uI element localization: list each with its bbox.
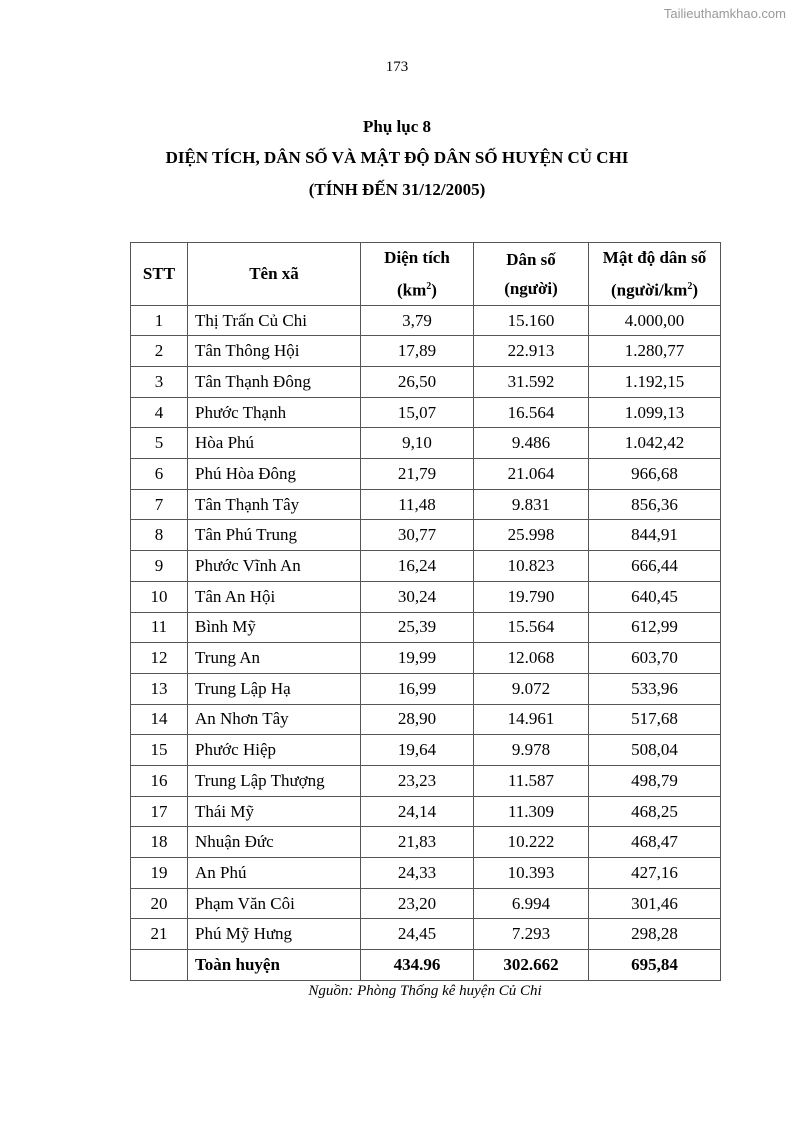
density-cell: 468,47 [589, 827, 721, 858]
name-cell: Nhuận Đức [188, 827, 361, 858]
table-row [131, 612, 721, 643]
table-row [131, 888, 721, 919]
density-cell: 640,45 [589, 581, 721, 612]
stt-cell: 3 [131, 367, 188, 398]
density-cell: 1.042,42 [589, 428, 721, 459]
header-population: Dân số (người) [474, 243, 589, 306]
population-cell: 11.587 [474, 765, 589, 796]
stt-cell: 11 [131, 612, 188, 643]
table-row [131, 858, 721, 889]
density-cell: 508,04 [589, 735, 721, 766]
table-row [131, 551, 721, 582]
area-cell: 3,79 [361, 305, 474, 336]
name-cell: Phước Hiệp [188, 735, 361, 766]
table-row [131, 704, 721, 735]
table-title: DIỆN TÍCH, DÂN SỐ VÀ MẬT ĐỘ DÂN SỐ HUYỆN CỦ CHI [165, 148, 629, 167]
area-cell: 17,89 [361, 336, 474, 367]
stt-cell: 8 [131, 520, 188, 551]
population-cell: 9.486 [474, 428, 589, 459]
stt-cell: 4 [131, 397, 188, 428]
name-cell: Tân Thông Hội [188, 336, 361, 367]
name-cell: Phú Hòa Đông [188, 459, 361, 490]
area-cell: 21,83 [361, 827, 474, 858]
density-cell: 1.192,15 [589, 367, 721, 398]
table-row [131, 827, 721, 858]
name-cell: Phước Vĩnh An [188, 551, 361, 582]
total-population: 302.662 [474, 950, 589, 981]
stt-cell: 10 [131, 581, 188, 612]
density-cell: 603,70 [589, 643, 721, 674]
table-row [131, 520, 721, 551]
name-cell: An Phú [188, 858, 361, 889]
stt-cell: 1 [131, 305, 188, 336]
density-cell: 666,44 [589, 551, 721, 582]
name-cell: Tân Thạnh Đông [188, 367, 361, 398]
total-density: 695,84 [589, 950, 721, 981]
total-row [131, 950, 721, 981]
header-row [131, 243, 721, 306]
population-cell: 14.961 [474, 704, 589, 735]
area-cell: 24,14 [361, 796, 474, 827]
stt-cell: 19 [131, 858, 188, 889]
density-cell: 427,16 [589, 858, 721, 889]
density-cell: 301,46 [589, 888, 721, 919]
stt-cell: 14 [131, 704, 188, 735]
name-cell: Phú Mỹ Hưng [188, 919, 361, 950]
table-row [131, 336, 721, 367]
stt-cell: 20 [131, 888, 188, 919]
table-row [131, 796, 721, 827]
table-row [131, 765, 721, 796]
name-cell: Thị Trấn Củ Chi [188, 305, 361, 336]
population-cell: 12.068 [474, 643, 589, 674]
density-cell: 517,68 [589, 704, 721, 735]
appendix-title: Phụ lục 8 [362, 117, 432, 136]
name-cell: Tân An Hội [188, 581, 361, 612]
name-cell: Bình Mỹ [188, 612, 361, 643]
area-cell: 24,33 [361, 858, 474, 889]
density-cell: 966,68 [589, 459, 721, 490]
table-row [131, 367, 721, 398]
header-stt: STT [131, 243, 188, 306]
population-cell: 10.393 [474, 858, 589, 889]
population-cell: 10.222 [474, 827, 589, 858]
table-row [131, 673, 721, 704]
name-cell: Tân Thạnh Tây [188, 489, 361, 520]
area-cell: 9,10 [361, 428, 474, 459]
name-cell: Trung Lập Hạ [188, 673, 361, 704]
density-cell: 1.280,77 [589, 336, 721, 367]
population-cell: 31.592 [474, 367, 589, 398]
density-cell: 844,91 [589, 520, 721, 551]
density-cell: 4.000,00 [589, 305, 721, 336]
area-cell: 23,23 [361, 765, 474, 796]
population-cell: 19.790 [474, 581, 589, 612]
stt-cell: 5 [131, 428, 188, 459]
stt-cell: 12 [131, 643, 188, 674]
stt-cell: 18 [131, 827, 188, 858]
population-cell: 11.309 [474, 796, 589, 827]
table-row [131, 459, 721, 490]
density-cell: 612,99 [589, 612, 721, 643]
stt-cell: 6 [131, 459, 188, 490]
area-cell: 19,99 [361, 643, 474, 674]
area-cell: 23,20 [361, 888, 474, 919]
population-cell: 21.064 [474, 459, 589, 490]
header-density: Mật độ dân số $(người/km^2)$ [589, 243, 721, 306]
total-label: Toàn huyện [188, 950, 361, 981]
population-cell: 15.160 [474, 305, 589, 336]
area-cell: 25,39 [361, 612, 474, 643]
watermark: Tailieuthamkhao.com [663, 6, 786, 21]
stt-cell [131, 950, 188, 981]
population-cell: 22.913 [474, 336, 589, 367]
stt-cell: 17 [131, 796, 188, 827]
stt-cell: 7 [131, 489, 188, 520]
population-cell: 16.564 [474, 397, 589, 428]
header-name: Tên xã [188, 243, 361, 306]
area-cell: 15,07 [361, 397, 474, 428]
area-cell: 28,90 [361, 704, 474, 735]
table-row [131, 305, 721, 336]
population-cell: 9.072 [474, 673, 589, 704]
page-number: 173 [385, 59, 409, 75]
population-cell: 9.831 [474, 489, 589, 520]
population-cell: 9.978 [474, 735, 589, 766]
name-cell: An Nhơn Tây [188, 704, 361, 735]
density-cell: 533,96 [589, 673, 721, 704]
stt-cell: 15 [131, 735, 188, 766]
area-cell: 11,48 [361, 489, 474, 520]
density-cell: 468,25 [589, 796, 721, 827]
table-row [131, 428, 721, 459]
name-cell: Trung Lập Thượng [188, 765, 361, 796]
area-cell: 30,24 [361, 581, 474, 612]
density-cell: 1.099,13 [589, 397, 721, 428]
area-cell: 19,64 [361, 735, 474, 766]
name-cell: Hòa Phú [188, 428, 361, 459]
stt-cell: 13 [131, 673, 188, 704]
name-cell: Phạm Văn Côi [188, 888, 361, 919]
data-table [130, 242, 721, 981]
area-cell: 30,77 [361, 520, 474, 551]
table-subtitle: (TÍNH ĐẾN 31/12/2005) [308, 180, 486, 199]
name-cell: Phước Thạnh [188, 397, 361, 428]
name-cell: Tân Phú Trung [188, 520, 361, 551]
table-row [131, 489, 721, 520]
stt-cell: 2 [131, 336, 188, 367]
density-cell: 298,28 [589, 919, 721, 950]
area-cell: 16,99 [361, 673, 474, 704]
stt-cell: 21 [131, 919, 188, 950]
area-cell: 26,50 [361, 367, 474, 398]
population-cell: 15.564 [474, 612, 589, 643]
population-cell: 25.998 [474, 520, 589, 551]
stt-cell: 9 [131, 551, 188, 582]
name-cell: Thái Mỹ [188, 796, 361, 827]
population-cell: 7.293 [474, 919, 589, 950]
table-row [131, 643, 721, 674]
density-cell: 856,36 [589, 489, 721, 520]
source-note: Nguồn: Phòng Thống kê huyện Củ Chi [308, 983, 542, 999]
area-cell: 16,24 [361, 551, 474, 582]
table-row [131, 735, 721, 766]
stt-cell: 16 [131, 765, 188, 796]
density-cell: 498,79 [589, 765, 721, 796]
header-area: Diện tích $(km^2)$ [361, 243, 474, 306]
area-cell: 21,79 [361, 459, 474, 490]
population-cell: 6.994 [474, 888, 589, 919]
population-cell: 10.823 [474, 551, 589, 582]
table-row [131, 581, 721, 612]
area-cell: 24,45 [361, 919, 474, 950]
total-area: 434.96 [361, 950, 474, 981]
name-cell: Trung An [188, 643, 361, 674]
table-row [131, 397, 721, 428]
table-row [131, 919, 721, 950]
